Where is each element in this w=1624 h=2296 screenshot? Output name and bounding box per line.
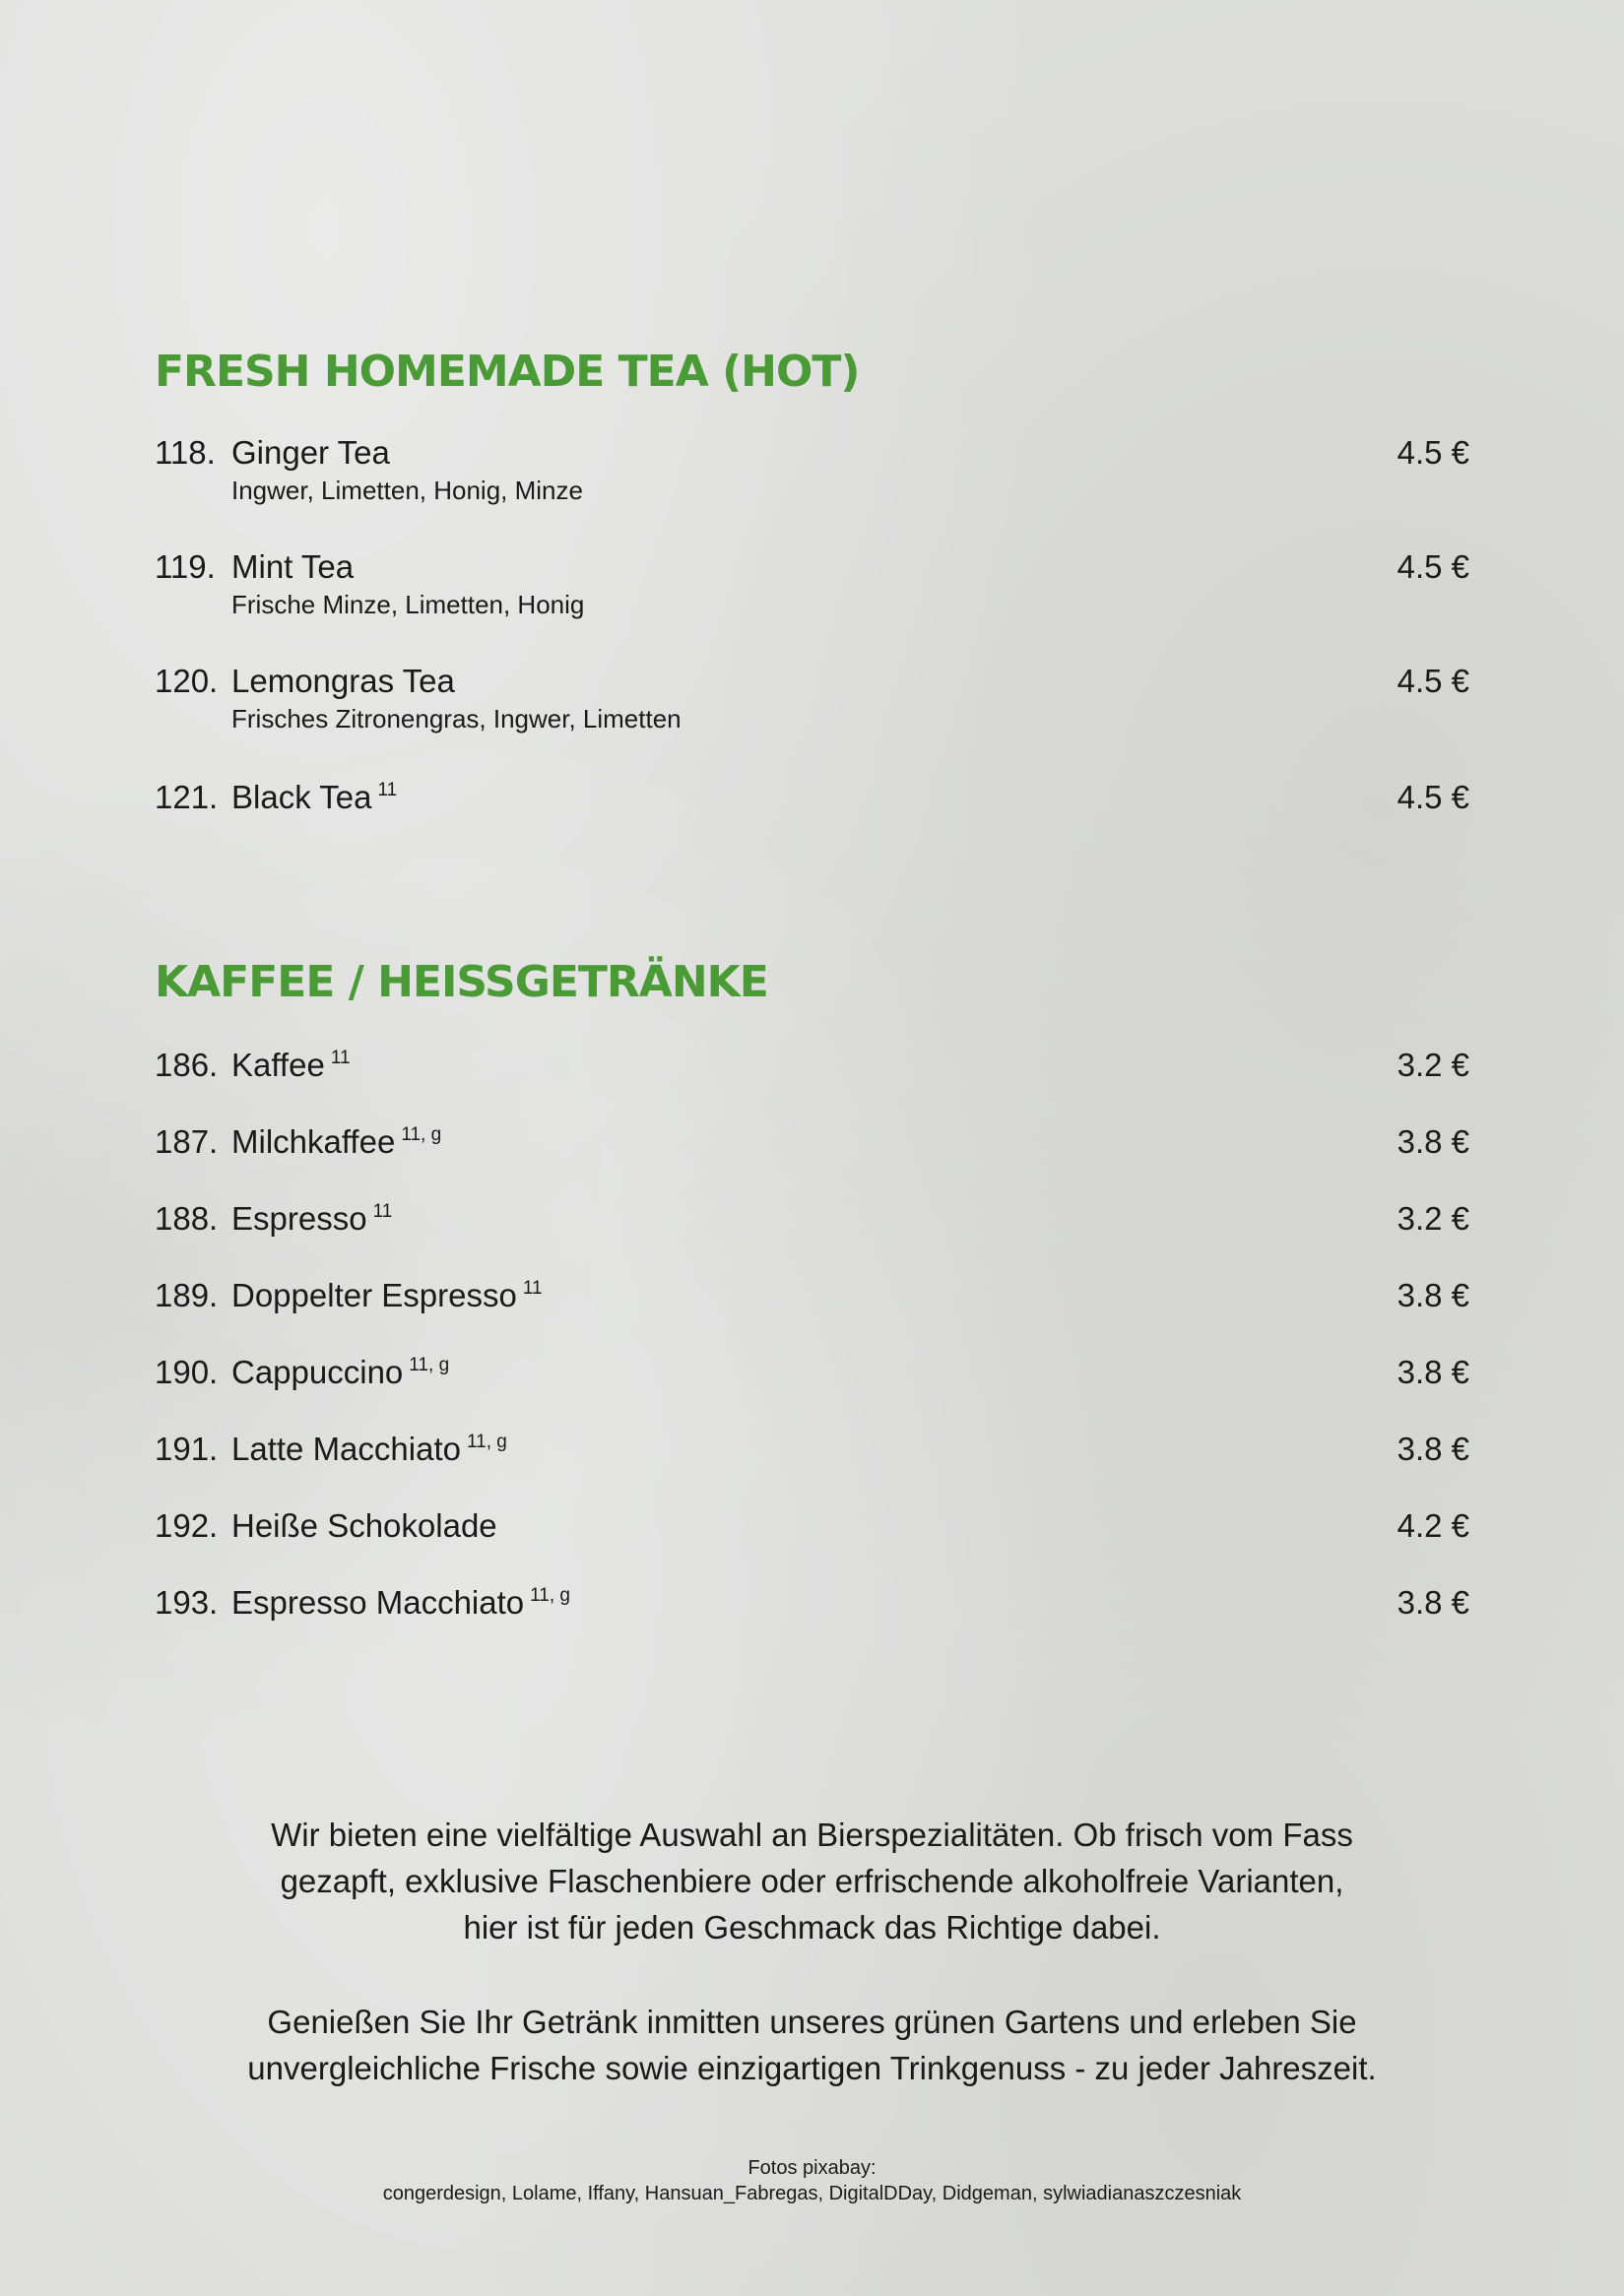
item-number: 190. xyxy=(155,1354,219,1390)
menu-item xyxy=(155,1276,1469,1315)
item-price: 3.8 € xyxy=(1397,1584,1469,1621)
item-description: Frische Minze, Limetten, Honig xyxy=(231,590,585,619)
item-price: 3.2 € xyxy=(1397,1047,1469,1083)
item-name: Mint Tea xyxy=(231,548,355,585)
menu-item xyxy=(155,1122,1469,1162)
item-name: Milchkaffee $^{11, g}$ xyxy=(231,1123,442,1160)
item-price: 3.8 € xyxy=(1397,1354,1469,1390)
item-name: Espresso $^{11}$ xyxy=(231,1200,393,1237)
allergen-codes: 11 xyxy=(377,780,398,800)
item-price: 4.2 € xyxy=(1397,1507,1469,1544)
item-number: 186. xyxy=(155,1047,219,1083)
menu-item xyxy=(155,1430,1469,1469)
item-description: Ingwer, Limetten, Honig, Minze xyxy=(231,476,583,505)
item-price: 4.5 € xyxy=(1397,663,1469,699)
section-title-coffee: KAFFEE / HEISSGETRÄNKE xyxy=(155,957,768,1007)
item-name: Ginger Tea xyxy=(231,434,390,471)
menu-item xyxy=(155,1046,1469,1085)
item-number: 120. xyxy=(155,663,219,699)
item-name: Black Tea $^{11}$ xyxy=(231,779,398,815)
section-title-tea: FRESH HOMEMADE TEA (HOT) xyxy=(155,347,860,397)
item-number: 119. xyxy=(155,548,216,585)
item-name: Latte Macchiato $^{11, g}$ xyxy=(231,1431,507,1467)
item-description: Frisches Zitronengras, Ingwer, Limetten xyxy=(231,704,682,733)
item-number: 121. xyxy=(155,779,219,815)
item-name: Kaffee $^{11}$ xyxy=(231,1047,351,1083)
item-price: 4.5 € xyxy=(1397,548,1469,585)
beer-selection-paragraph: Wir bieten eine vielfältige Auswahl an Bierspezialitäten. Ob frisch vom Fass gezapft, exklusive Flaschenbiere oder erfrischende alkoholfreie Varianten, hier ist für jeden Geschmack das Richtige dabei. xyxy=(271,1817,1353,1945)
item-name: Espresso Macchiato $^{11, g}$ xyxy=(231,1584,570,1621)
item-price: 3.8 € xyxy=(1397,1431,1469,1467)
allergen-codes: 11, g xyxy=(530,1585,570,1606)
item-number: 187. xyxy=(155,1123,219,1160)
menu-item xyxy=(155,1583,1469,1623)
item-number: 188. xyxy=(155,1200,219,1237)
item-number: 193. xyxy=(155,1584,219,1621)
menu-item xyxy=(155,1506,1469,1546)
item-number: 192. xyxy=(155,1507,219,1544)
item-name: Heiße Schokolade xyxy=(231,1507,497,1544)
item-number: 189. xyxy=(155,1277,219,1313)
photo-credits-names: congerdesign, Lolame, Iffany, Hansuan_Fabregas, DigitalDDay, Didgeman, sylwiadianaszczesniak xyxy=(382,2183,1242,2204)
allergen-codes: 11 xyxy=(372,1201,393,1222)
item-number: 191. xyxy=(155,1431,219,1467)
menu-item xyxy=(155,1199,1469,1239)
menu-item xyxy=(155,1353,1469,1392)
allergen-codes: 11, g xyxy=(409,1355,450,1375)
item-price: 3.2 € xyxy=(1397,1200,1469,1237)
item-number: 118. xyxy=(155,434,216,471)
item-price: 4.5 € xyxy=(1397,434,1469,471)
allergen-codes: 11 xyxy=(330,1048,351,1068)
item-name: Lemongras Tea xyxy=(231,663,455,699)
menu-item xyxy=(155,547,1469,619)
allergen-codes: 11, g xyxy=(466,1432,507,1452)
menu-item xyxy=(155,778,1469,817)
item-name: Doppelter Espresso $^{11}$ xyxy=(231,1277,543,1313)
menu-item xyxy=(155,662,1469,733)
item-name: Cappuccino $^{11, g}$ xyxy=(231,1354,450,1390)
allergen-codes: 11 xyxy=(522,1278,543,1299)
photo-credits-label: Fotos pixabay: xyxy=(747,2157,877,2179)
item-price: 4.5 € xyxy=(1397,779,1469,815)
menu-item xyxy=(155,433,1469,505)
item-price: 3.8 € xyxy=(1397,1277,1469,1313)
garden-paragraph: Genießen Sie Ihr Getränk inmitten unseres grünen Gartens und erleben Sie unvergleichliche Frische sowie einzigartigen Trinkgenuss - zu jeder Jahreszeit. xyxy=(247,2004,1377,2086)
allergen-codes: 11, g xyxy=(401,1124,442,1145)
item-price: 3.8 € xyxy=(1397,1123,1469,1160)
